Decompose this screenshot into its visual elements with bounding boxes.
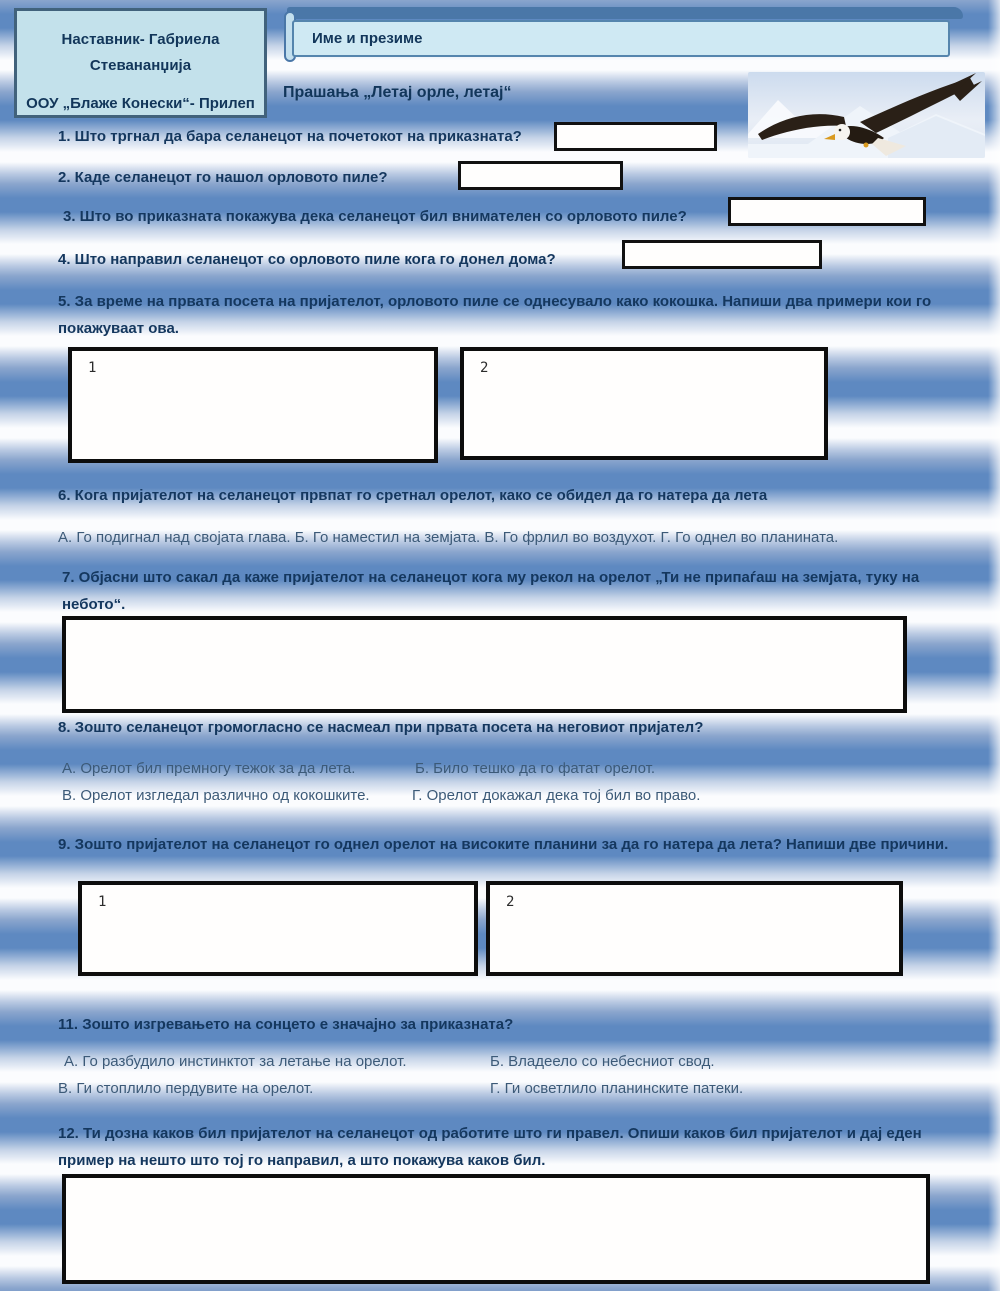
school-name: ООУ „Блаже Конески“- Прилеп bbox=[26, 95, 255, 112]
question-11-label: 11. Зошто изгревањето на сонцето е значајно за приказната? bbox=[58, 1016, 514, 1033]
student-name-field[interactable] bbox=[292, 20, 950, 57]
page-edge-highlight bbox=[988, 0, 1000, 1291]
question-11-option-g[interactable]: Г. Ги осветлило планинските патеки. bbox=[490, 1080, 744, 1097]
question-2-label: 2. Каде селанецот го нашол орловото пиле? bbox=[58, 169, 388, 186]
question-9-answer-box-1[interactable] bbox=[78, 881, 478, 976]
answer-box-number: 2 bbox=[506, 894, 515, 910]
question-8-option-b[interactable]: Б. Било тешко да го фатат орелот. bbox=[415, 760, 656, 777]
question-12-answer-box[interactable] bbox=[62, 1174, 930, 1284]
page-title: Прашања „Летај орле, летај“ bbox=[283, 84, 512, 101]
question-9-answer-textarea-2[interactable] bbox=[490, 885, 899, 972]
question-4-answer-input[interactable] bbox=[622, 240, 822, 269]
question-7-answer-textarea[interactable] bbox=[66, 620, 903, 709]
question-2-answer-input[interactable] bbox=[458, 161, 623, 190]
question-9-answer-textarea-1[interactable] bbox=[82, 885, 474, 972]
question-3-label: 3. Што во приказната покажува дека селанецот бил внимателен со орловото пиле? bbox=[63, 208, 687, 225]
teacher-name-line1: Наставник- Габриела bbox=[61, 31, 220, 48]
question-11-option-v[interactable]: В. Ги стоплило пердувите на орелот. bbox=[58, 1080, 314, 1097]
question-7-answer-box[interactable] bbox=[62, 616, 907, 713]
question-6-label: 6. Кога пријателот на селанецот првпат го сретнал орелот, како се обидел да го натера да лета bbox=[58, 487, 768, 504]
question-5-answer-textarea-1[interactable] bbox=[72, 351, 434, 459]
question-8-option-g[interactable]: Г. Орелот докажал дека тој бил во право. bbox=[412, 787, 701, 804]
question-11-option-a[interactable]: А. Го разбудило инстинктот за летање на орелот. bbox=[64, 1053, 407, 1070]
answer-box-number: 2 bbox=[480, 360, 489, 376]
question-5-label: 5. За време на првата посета на пријателот, орловото пиле се однесувало како кокошка. Напиши два примери кои го покажуваат ова. bbox=[58, 293, 932, 337]
question-1-answer-input[interactable] bbox=[554, 122, 717, 151]
eagle-photo bbox=[748, 72, 985, 158]
question-12-label: 12. Ти дозна каков бил пријателот на селанецот од работите што ги правел. Опиши каков бил пријателот и дај еден пример на нешто што тој го направил, а што покажува каков бил. bbox=[58, 1125, 922, 1169]
question-4-label: 4. Што направил селанецот со орловото пиле кога го донел дома? bbox=[58, 251, 556, 268]
question-5-answer-textarea-2[interactable] bbox=[464, 351, 824, 456]
question-1-label: 1. Што тргнал да бара селанецот на почетокот на приказната? bbox=[58, 128, 522, 145]
student-name-label: Име и презиме bbox=[312, 30, 423, 47]
teacher-info-box bbox=[14, 8, 267, 118]
header-decor-bar bbox=[287, 7, 963, 19]
answer-box-number: 1 bbox=[88, 360, 97, 376]
question-5-answer-box-1[interactable] bbox=[68, 347, 438, 463]
question-9-answer-box-2[interactable] bbox=[486, 881, 903, 976]
question-11-option-b[interactable]: Б. Владеело со небесниот свод. bbox=[490, 1053, 715, 1070]
question-3-answer-input[interactable] bbox=[728, 197, 926, 226]
question-8-label: 8. Зошто селанецот громогласно се насмеал при првата посета на неговиот пријател? bbox=[58, 719, 704, 736]
question-6-options[interactable]: А. Го подигнал над својата глава. Б. Го наместил на земјата. В. Го фрлил во воздухот. Г. Го однел во планината. bbox=[58, 529, 839, 546]
question-8-option-a[interactable]: А. Орелот бил премногу тежок за да лета. bbox=[62, 760, 356, 777]
teacher-name-line2: Стевананџија bbox=[89, 57, 192, 74]
question-7-label: 7. Објасни што сакал да каже пријателот на селанецот кога му рекол на орелот „Ти не припаѓаш на земјата, туку на небото“. bbox=[62, 569, 920, 613]
question-5-answer-box-2[interactable] bbox=[460, 347, 828, 460]
question-9-label: 9. Зошто пријателот на селанецот го однел орелот на високите планини за да го натера да лета? Напиши две причини. bbox=[58, 836, 949, 853]
answer-box-number: 1 bbox=[98, 894, 107, 910]
question-8-option-v[interactable]: В. Орелот изгледал различно од кокошките. bbox=[62, 787, 370, 804]
question-12-answer-textarea[interactable] bbox=[66, 1178, 926, 1280]
